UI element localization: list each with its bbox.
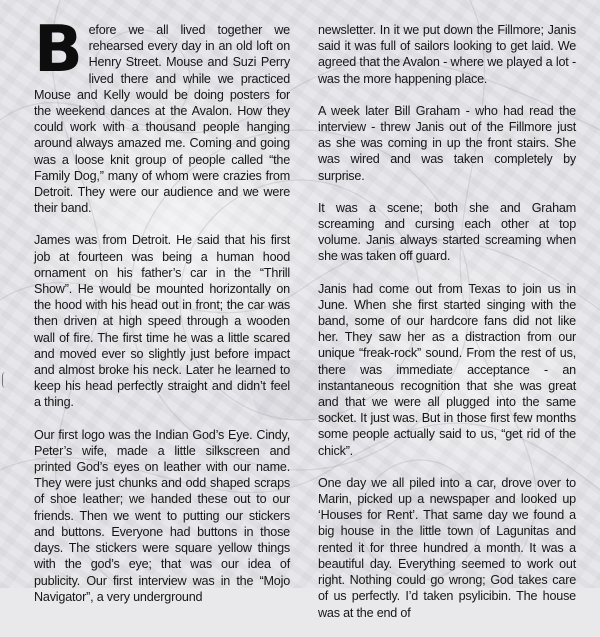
right-column: [318, 22, 576, 637]
paragraph-2: James was from Detroit. He said that his first job at fourteen was being a human hood ornament on his father’s car in the “Thrill Show”. He would be mounted horizontally on the hood with his head out in front; the car was then driven at high speed through a wooden wall of fire. The first time he was a little scared and moved ever so slightly just before impact and almost broke his neck. Later he learned to keep his head perfectly straight and didn’t feel a thing.: [34, 233, 290, 410]
paragraph-7: Janis had come out from Texas to join us in June. When she first started singing with the band, some of our hardcore fans did not like her. They saw her as a distraction from our unique “freak-rock” sound. From the rest of us, there was immediate acceptance - an instantaneous recognition that she was great and that we were all plugged into the same socket. It just was. But in those first few months some people actually said to us, “get rid of the chick”.: [318, 281, 576, 458]
paragraph-4: newsletter. In it we put down the Fillmore; Janis said it was full of sailors looking to get laid. We agreed that the Avalon - where we played a lot - was the more happening place.: [318, 23, 576, 86]
paragraph-1: [34, 13, 290, 216]
left-column: [34, 13, 290, 621]
paragraph-5: A week later Bill Graham - who had read the interview - threw Janis out of the Fillmore just as she was coming in up the front stairs. She was wired and was taken completely by surprise.: [318, 103, 576, 183]
drop-cap: B: [34, 13, 83, 87]
paragraph-3: Our first logo was the Indian God’s Eye. Cindy, Peter’s wife, made a little silkscreen and printed God’s eyes on leather with our name. They were just chunks and odd shaped scraps of shoe leather; we handed these out to our friends. Then we went to putting our stickers and buttons. Everyone had buttons in those days. The stickers were square yellow things with the god’s eye; that was our idea of publicity. Our first interview was in the “Mojo Navigator”, a very underground: [34, 427, 290, 604]
paragraph-8: One day we all piled into a car, drove over to Marin, picked up a newspaper and looked up ‘Houses for Rent’. That same day we found a big house in the little town of Lagunitas and rented it for three hundred a month. It was a beautiful day. Everything seemed to work out right. Nothing could go wrong; God takes care of us perfectly. I’d taken psylicibin. The house was at the end of: [318, 475, 576, 620]
paragraph-6: It was a scene; both she and Graham screaming and cursing each other at top volume. Janis always started screaming when she was taken off guard.: [318, 200, 576, 264]
page-edge-mark: [2, 372, 9, 388]
paragraph-1-text: efore we all lived together we rehearsed every day in an old loft on Henry Street. Mouse and Suzi Perry lived there and while we practiced Mouse and Kelly would be doing posters for the weekend dances at the Avalon. How they could work with a thousand people hanging around always amazed me. Coming and going was a loose knit group of people called “the Family Dog,” many of whom were crazies from Detroit. They were our audience and we were their band.: [34, 23, 290, 216]
